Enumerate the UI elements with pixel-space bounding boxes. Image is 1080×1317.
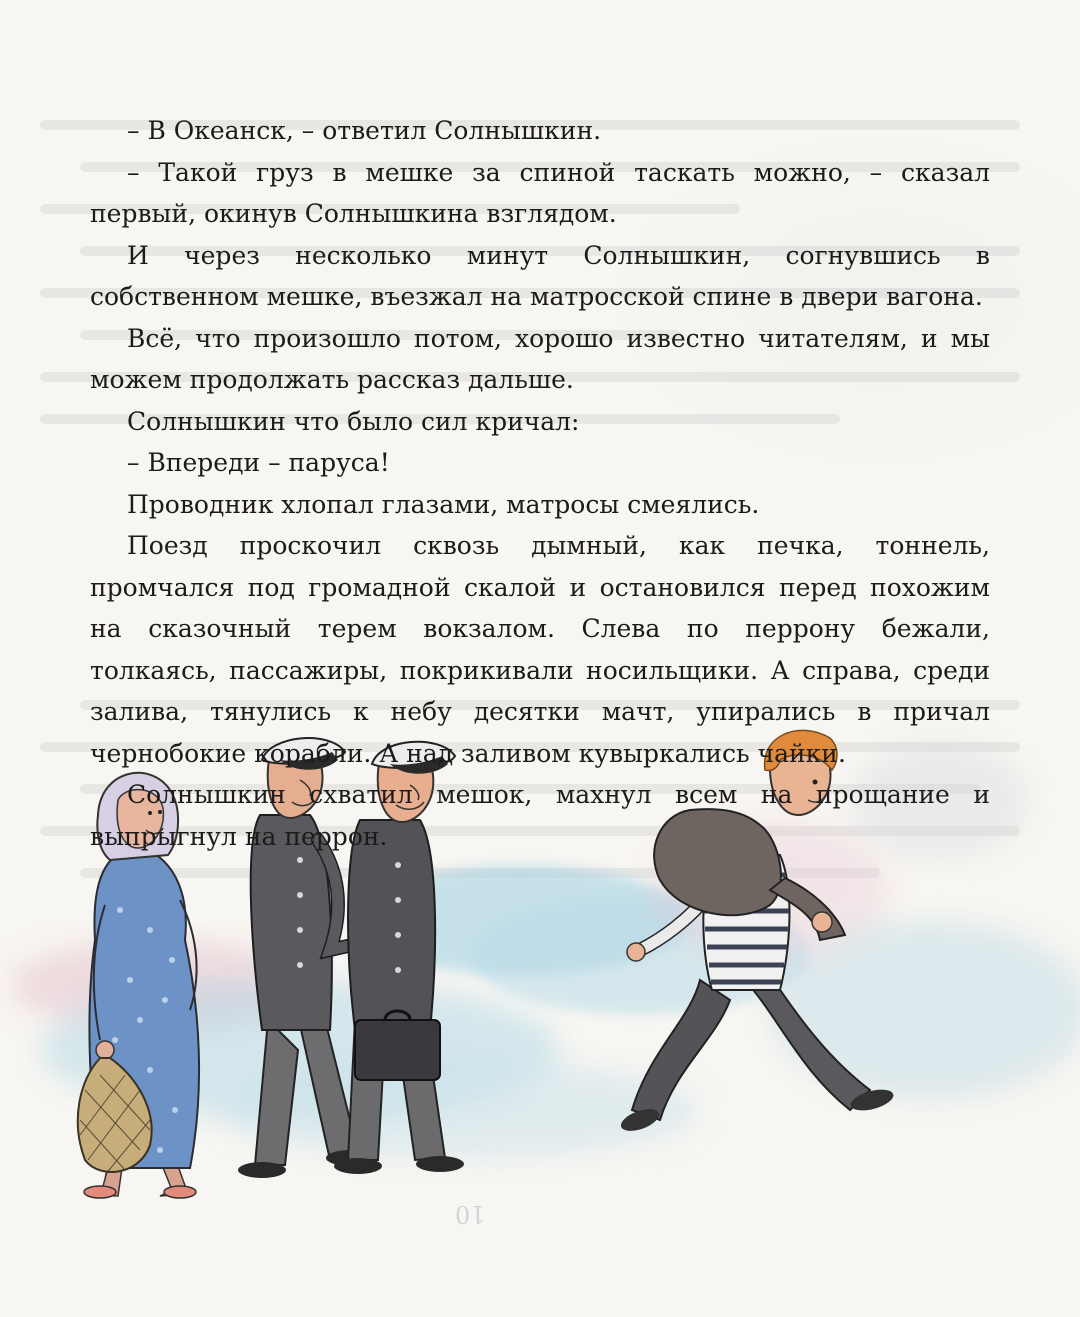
paragraph-9: Солнышкин схватил мешок, махнул всем на прощание и выпрыгнул на перрон. [90, 780, 990, 851]
paragraph-1: – В Океанск, – ответил Солнышкин. [127, 116, 602, 145]
paragraph-2: – Такой груз в мешке за спиной таскать можно, – сказал первый, окинув Солнышкина взглядом. [90, 157, 990, 228]
page-number: 10 [455, 1200, 486, 1228]
paragraph-8: Поезд проскочил сквозь дымный, как печка, тоннель, промчался под громадной скалой и остановился перед похожим на сказочный терем вокзалом. Слева по перрону бежали, толкаясь, пассажиры, покрикивали носильщики. А справа, среди залива, тянулись к небу десятки мачт, упирались в причал чернобокие корабли. А над заливом кувыркались чайки. [90, 531, 990, 768]
story-text [90, 110, 990, 857]
paragraph-5: Солнышкин что было сил кричал: [127, 406, 580, 436]
paragraph-7: Проводник хлопал глазами, матросы смеялись. [127, 489, 760, 519]
paragraph-4: Всё, что произошло потом, хорошо известно читателям, и мы можем продолжать рассказ дальше. [90, 323, 990, 394]
paragraph-6: – Впереди – паруса! [127, 448, 390, 477]
paragraph-3: И через несколько минут Солнышкин, согнувшись в собственном мешке, въезжал на матросской спине в двери вагона. [90, 240, 990, 311]
